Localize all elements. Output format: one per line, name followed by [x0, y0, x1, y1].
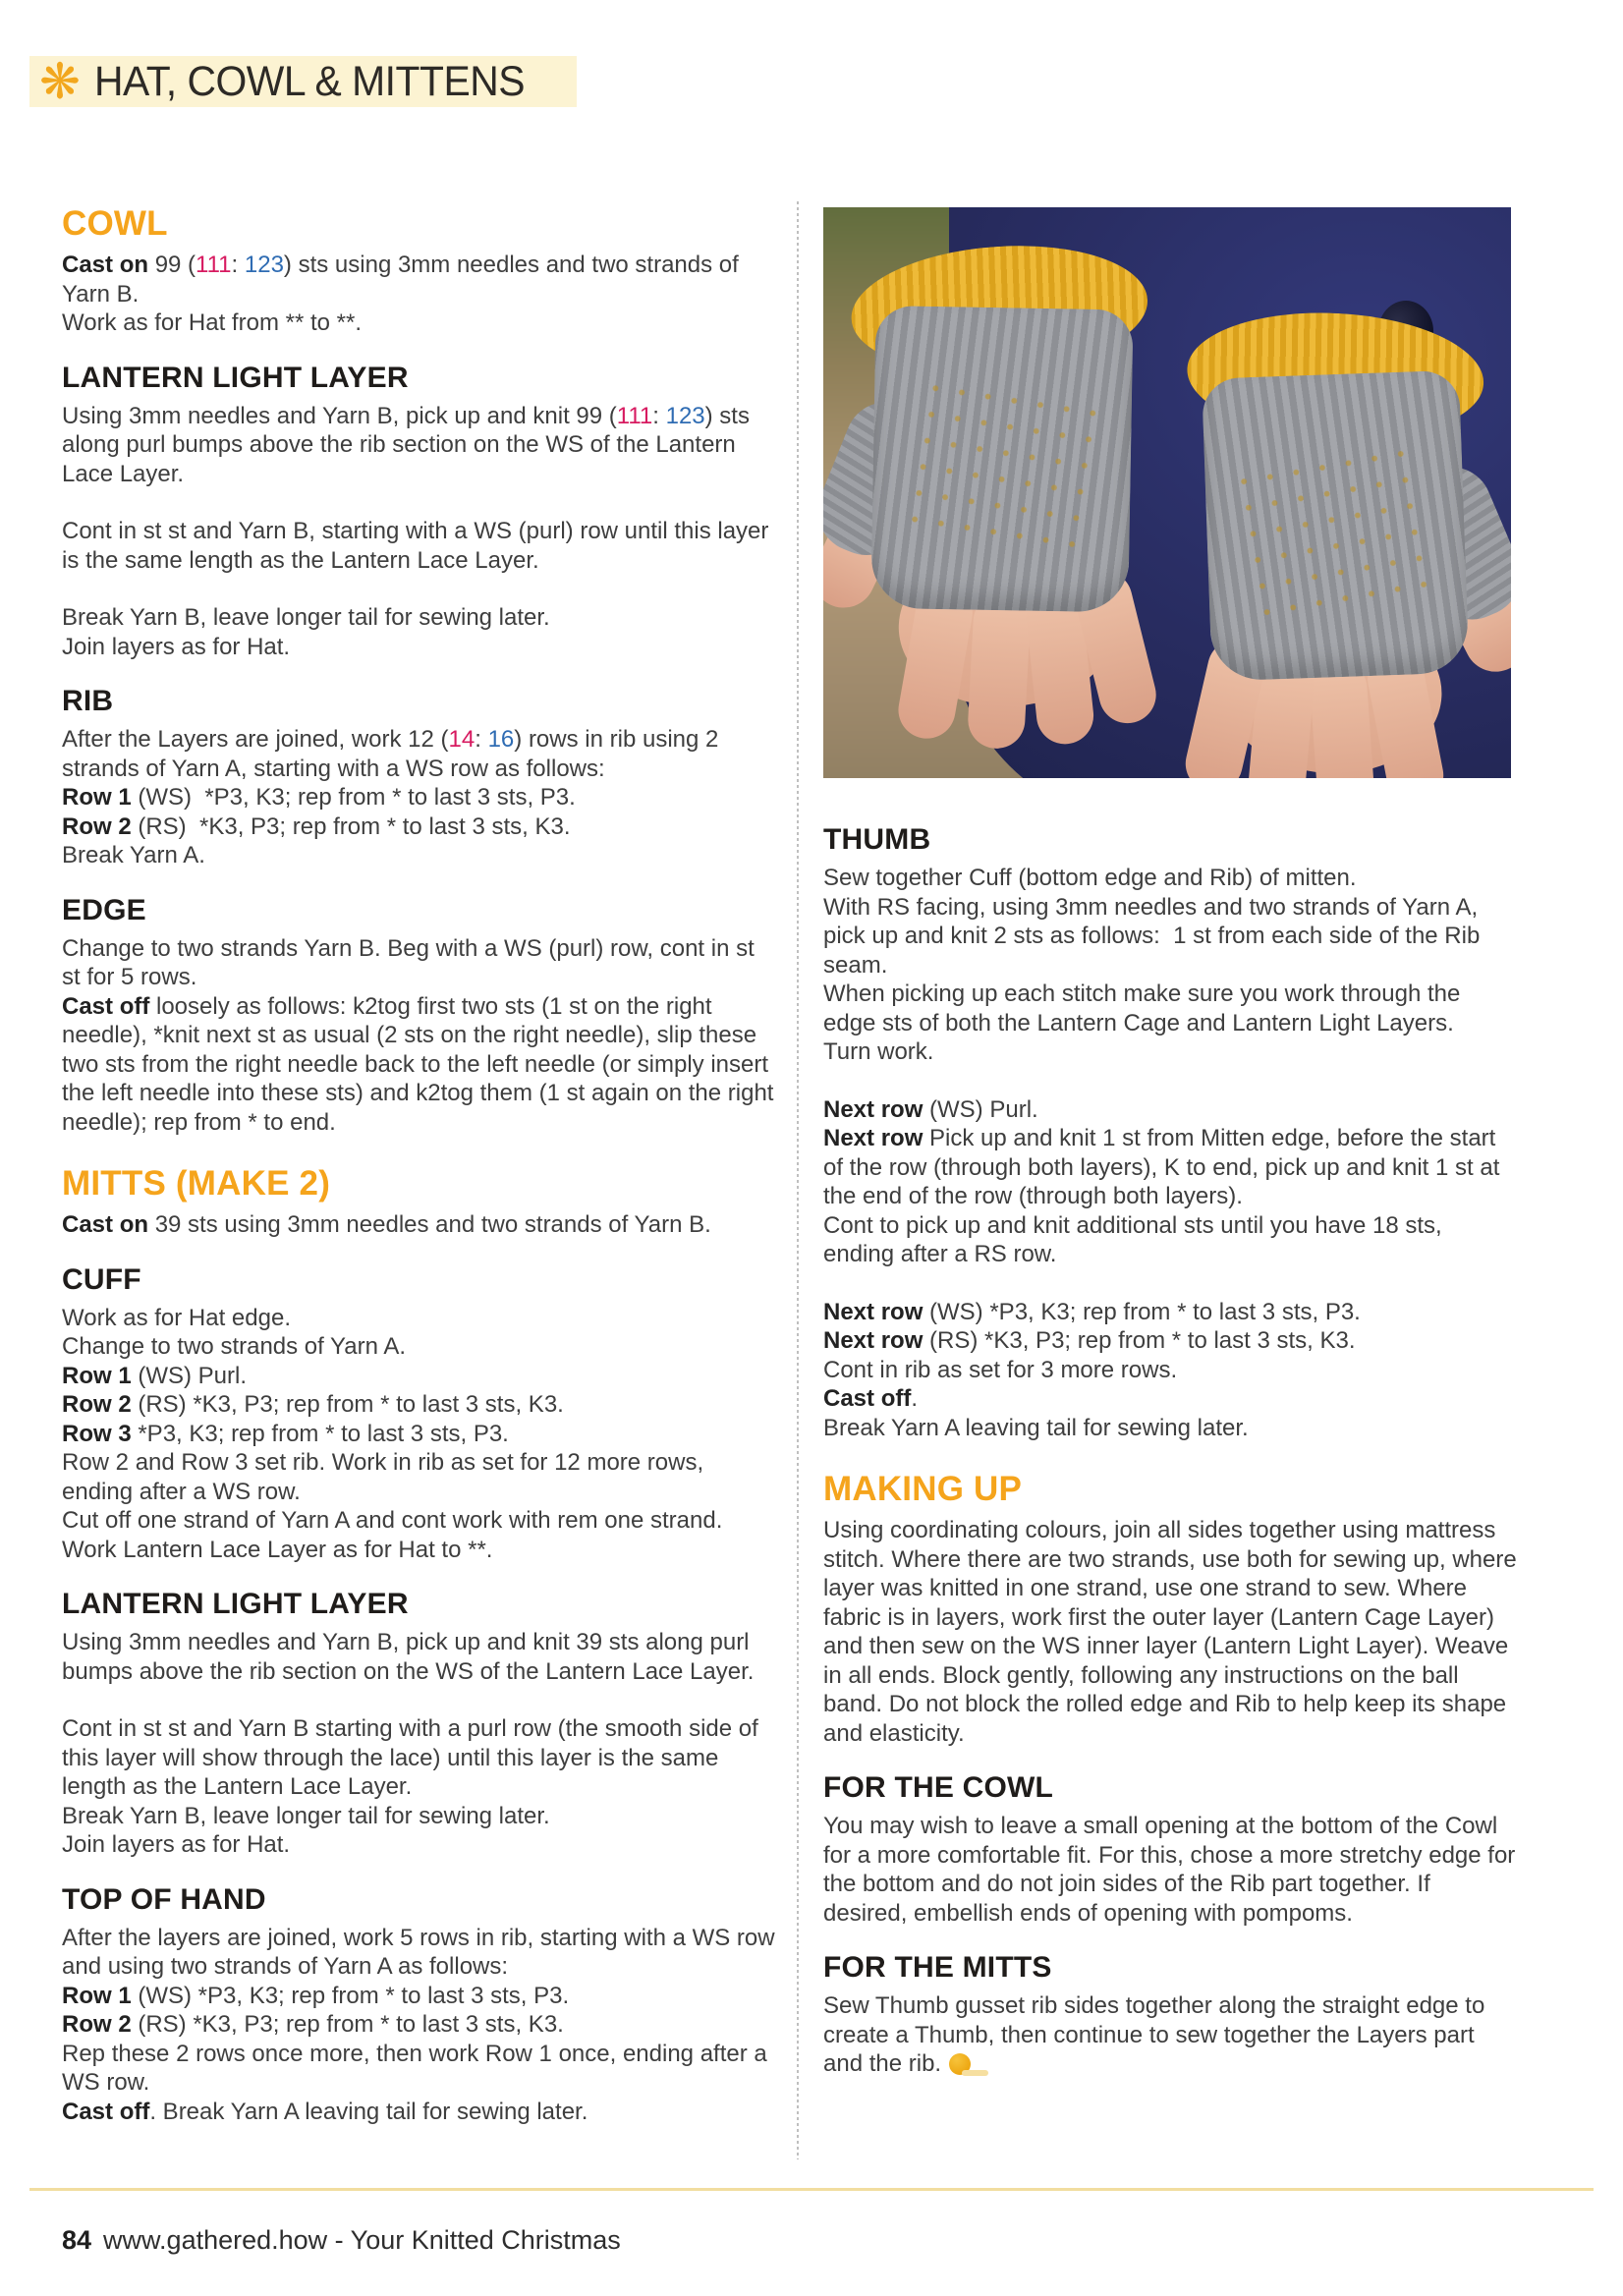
- text-run: *P3, K3; rep from * to last 3 sts, P3.: [138, 1420, 509, 1447]
- text-run: 111: [616, 402, 653, 429]
- text-run: loosely as follows: k2tog first two sts (1 st on the right needle), *knit next st as usual (2 sts on the right needle), slip these two sts from the right needle back to the left needle (or simply insert the left needle into these sts) and k2tog them (1 st again on the right needle); rep from * to end.: [62, 992, 781, 1136]
- text-run: Rep these 2 rows once more, then work Row 1 once, ending after a WS row.: [62, 2040, 774, 2096]
- text-run: 16: [487, 726, 515, 753]
- column-divider: [797, 201, 799, 2159]
- text-run: Using coordinating colours, join all sides together using mattress stitch. Where there are two strands, use both for sewing up, where layer was knitted in one strand, use one strand to sew. Where fabric is in layers, work first the outer layer (Lantern Cage Layer) and then sew on the WS inner layer (Lantern Light Layer). Weave in all ends. Block gently, following any instructions on the ball band. Do not block the rolled edge and Rib to help keep its shape and elasticity.: [823, 1517, 1524, 1747]
- paragraph: [62, 841, 779, 870]
- text-run: ) sts along purl bumps above the rib section on the WS of the Lantern Lace Layer.: [62, 402, 756, 487]
- heading-for-the-mitts: FOR THE MITTS: [823, 1951, 1052, 1984]
- heading-top-of-hand: TOP OF HAND: [62, 1882, 266, 1916]
- paragraph: [62, 2098, 779, 2127]
- mitts-photo: [823, 207, 1511, 778]
- section-edge: [62, 894, 779, 1138]
- section-lantern-light-layer-1: [62, 362, 779, 662]
- paragraph: [62, 1714, 779, 1802]
- text-run: Cont in st st and Yarn B, starting with a WS (purl) row until this layer is the same length as the Lantern Lace Layer.: [62, 518, 776, 574]
- text-run: When picking up each stitch make sure you work through the edge sts of both the Lantern Cage and Lantern Light Layers.: [823, 980, 1468, 1036]
- text-run: (WS) *P3, K3; rep from * to last 3 sts, P3.: [138, 1982, 570, 2009]
- paragraph: [62, 934, 779, 992]
- heading-lantern-light-layer-1: LANTERN LIGHT LAYER: [62, 361, 409, 394]
- text-run: Row 1: [62, 1362, 139, 1389]
- heading-cowl: COWL: [62, 204, 168, 243]
- paragraph: [62, 812, 779, 842]
- text-run: Pick up and knit 1 st from Mitten edge, before the start of the row (through both layers), K to end, pick up and knit 1 st at the end of the row (through both layers).: [823, 1125, 1507, 1209]
- text-run: Row 3: [62, 1420, 139, 1447]
- paragraph: [823, 1991, 1517, 2079]
- section-mitts-make-2: [62, 1164, 779, 1240]
- text-run: After the Layers are joined, work 12 (: [62, 726, 449, 753]
- text-run: Turn work.: [823, 1038, 934, 1065]
- paragraph: [823, 864, 1517, 893]
- paragraph: [62, 1924, 782, 1982]
- paragraph: [62, 1802, 779, 1831]
- text-run: Break Yarn B, leave longer tail for sewing later.: [62, 604, 550, 631]
- text-run: Change to two strands of Yarn A.: [62, 1333, 406, 1360]
- page-header-band: [29, 56, 577, 107]
- paragraph: [62, 1390, 779, 1420]
- left-column-sections: [62, 204, 782, 2126]
- text-run: Row 2 and Row 3 set rib. Work in rib as set for 12 more rows, ending after a WS row.: [62, 1449, 710, 1505]
- text-run: Break Yarn B, leave longer tail for sewing later.: [62, 1802, 550, 1829]
- section-for-the-cowl: [823, 1771, 1522, 1928]
- section-top-of-hand: [62, 1882, 782, 2127]
- paragraph: [62, 1420, 779, 1449]
- flower-asterisk-icon: [39, 57, 81, 106]
- text-run: Row 2: [62, 812, 139, 840]
- text-run: (WS) *P3, K3; rep from * to last 3 sts, P3.: [929, 1298, 1361, 1325]
- text-run: Work as for Hat edge.: [62, 1304, 291, 1331]
- text-run: Cast on: [62, 1211, 155, 1238]
- text-run: Join layers as for Hat.: [62, 633, 291, 660]
- text-run: Cast on: [62, 252, 155, 278]
- text-run: (RS) *K3, P3; rep from * to last 3 sts, K3.: [929, 1327, 1356, 1354]
- section-making-up: [823, 1470, 1524, 1748]
- paragraph: [823, 1356, 1517, 1385]
- heading-edge: EDGE: [62, 893, 146, 926]
- heading-making-up: MAKING UP: [823, 1470, 1023, 1508]
- paragraph: [62, 1628, 779, 1686]
- photo-left-mitt: [823, 236, 1191, 768]
- paragraph: [62, 992, 779, 1138]
- yarn-ball-icon: [949, 2053, 971, 2075]
- paragraph: [62, 725, 779, 783]
- text-run: :: [652, 402, 666, 429]
- text-run: (RS) *K3, P3; rep from * to last 3 sts, K3.: [138, 812, 571, 840]
- text-run: 123: [665, 402, 705, 429]
- paragraph: [62, 517, 779, 575]
- text-run: Join layers as for Hat.: [62, 1831, 291, 1858]
- photo-finger: [967, 591, 1032, 750]
- text-run: Cont in rib as set for 3 more rows.: [823, 1356, 1178, 1383]
- section-for-the-mitts: [823, 1951, 1517, 2079]
- text-run: (RS) *K3, P3; rep from * to last 3 sts, K3.: [138, 2011, 564, 2038]
- paragraph: [62, 783, 779, 812]
- text-run: After the layers are joined, work 5 rows in rib, starting with a WS row and using two strands of Yarn A as follows:: [62, 1924, 782, 1980]
- text-run: Next row: [823, 1125, 930, 1151]
- paragraph: [62, 1362, 779, 1391]
- text-run: :: [231, 252, 245, 278]
- text-run: Work Lantern Lace Layer as for Hat to **.: [62, 1536, 493, 1563]
- right-column-sections: [823, 823, 1524, 2079]
- page-title: HAT, COWL & MITTENS: [93, 57, 525, 105]
- text-run: . Break Yarn A leaving tail for sewing later.: [149, 2098, 588, 2125]
- photo-grey-mitt: [1202, 370, 1470, 682]
- text-run: Work as for Hat from ** to **.: [62, 309, 362, 336]
- paragraph: [823, 1384, 1517, 1414]
- paragraph: [62, 2010, 779, 2040]
- text-run: Using 3mm needles and Yarn B, pick up and knit 99 (: [62, 402, 617, 429]
- text-run: 111: [196, 252, 232, 278]
- paragraph: [62, 1506, 779, 1536]
- paragraph: [62, 1210, 779, 1240]
- footer-site-text: www.gathered.how - Your Knitted Christmas: [103, 2225, 621, 2255]
- text-run: Next row: [823, 1327, 930, 1354]
- text-run: Next row: [823, 1298, 930, 1325]
- paragraph: [823, 893, 1517, 980]
- text-run: With RS facing, using 3mm needles and two strands of Yarn A, pick up and knit 2 sts as follows: 1 st from each side of the Rib seam.: [823, 893, 1486, 979]
- section-cowl: [62, 204, 779, 338]
- left-column: [62, 204, 782, 2126]
- paragraph: [62, 1536, 779, 1565]
- section-rib: [62, 685, 779, 870]
- text-run: (RS) *K3, P3; rep from * to last 3 sts, K3.: [138, 1391, 564, 1418]
- text-run: (WS) Purl.: [138, 1362, 248, 1389]
- footer: [62, 2225, 621, 2256]
- text-run: Change to two strands Yarn B. Beg with a WS (purl) row, cont in st st for 5 rows.: [62, 934, 761, 990]
- footer-rule: [29, 2188, 1594, 2191]
- paragraph: [62, 402, 779, 489]
- text-run: Cont to pick up and knit additional sts until you have 18 sts, ending after a RS row.: [823, 1211, 1449, 1267]
- text-run: ) sts using 3mm needles and two strands of Yarn B.: [62, 252, 746, 308]
- paragraph: [62, 1448, 779, 1506]
- text-run: Break Yarn A.: [62, 842, 205, 868]
- text-run: Sew together Cuff (bottom edge and Rib) of mitten.: [823, 865, 1357, 891]
- text-run: Cast off: [62, 2098, 150, 2125]
- heading-cuff: CUFF: [62, 1262, 141, 1296]
- text-run: 39 sts using 3mm needles and two strands of Yarn B.: [154, 1211, 711, 1238]
- paragraph: [62, 1332, 779, 1362]
- section-cuff: [62, 1263, 779, 1565]
- paragraph: [62, 251, 779, 308]
- text-run: Sew Thumb gusset rib sides together along the straight edge to create a Thumb, then continue to sew together the Layers part and the rib.: [823, 1992, 1491, 2077]
- text-run: 14: [448, 726, 476, 753]
- paragraph: [62, 633, 779, 662]
- paragraph: [62, 603, 779, 633]
- page-number: 84: [62, 2225, 92, 2255]
- paragraph: [62, 1830, 779, 1860]
- paragraph: [823, 1326, 1517, 1356]
- text-run: (WS) *P3, K3; rep from * to last 3 sts, P3.: [138, 784, 576, 811]
- text-run: Row 1: [62, 784, 139, 811]
- paragraph: [62, 1982, 779, 2011]
- text-run: Row 2: [62, 2011, 139, 2038]
- paragraph: [823, 1095, 1517, 1125]
- text-run: Using 3mm needles and Yarn B, pick up and knit 39 sts along purl bumps above the rib section on the WS of the Lantern Lace Layer.: [62, 1629, 756, 1685]
- paragraph: [62, 1304, 779, 1333]
- paragraph: [823, 1211, 1517, 1269]
- text-run: ) rows in rib using 2 strands of Yarn A, starting with a WS row as follows:: [62, 726, 726, 782]
- text-run: Cut off one strand of Yarn A and cont work with rem one strand.: [62, 1507, 723, 1534]
- text-run: (WS) Purl.: [929, 1095, 1038, 1123]
- text-run: Cont in st st and Yarn B starting with a purl row (the smooth side of this layer will show through the lace) until this layer is the same length as the Lantern Lace Layer.: [62, 1715, 765, 1800]
- text-run: Cast off: [823, 1385, 912, 1412]
- text-run: 99 (: [154, 252, 196, 278]
- text-run: Break Yarn A leaving tail for sewing later.: [823, 1414, 1249, 1441]
- paragraph: [823, 980, 1517, 1037]
- paragraph: [823, 1414, 1517, 1443]
- heading-mitts-make-2: MITTS (MAKE 2): [62, 1164, 331, 1203]
- text-run: .: [911, 1385, 919, 1412]
- text-run: Row 1: [62, 1982, 139, 2009]
- photo-grey-mitt: [870, 306, 1133, 613]
- paragraph: [62, 308, 779, 338]
- right-column: [823, 207, 1524, 2079]
- text-run: :: [475, 726, 488, 753]
- paragraph: [823, 1812, 1522, 1928]
- heading-for-the-cowl: FOR THE COWL: [823, 1771, 1054, 1804]
- text-run: Row 2: [62, 1391, 139, 1418]
- photo-right-mitt: [1152, 305, 1511, 778]
- text-run: You may wish to leave a small opening at the bottom of the Cowl for a more comfortable fit. For this, chose a more stretchy edge for the bottom and do not join sides of the Rib part together. If desired, embellish ends of opening with pompoms.: [823, 1813, 1522, 1927]
- paragraph: [823, 1516, 1524, 1748]
- paragraph: [823, 1298, 1517, 1327]
- heading-lantern-light-layer-2: LANTERN LIGHT LAYER: [62, 1588, 409, 1620]
- heading-thumb: THUMB: [823, 823, 931, 856]
- text-run: 123: [244, 252, 284, 278]
- heading-rib: RIB: [62, 685, 114, 717]
- paragraph: [823, 1124, 1517, 1211]
- section-thumb: [823, 823, 1517, 1442]
- paragraph: [823, 1037, 1517, 1067]
- section-lantern-light-layer-2: [62, 1588, 779, 1860]
- text-run: Next row: [823, 1095, 930, 1123]
- paragraph: [62, 2040, 779, 2098]
- text-run: Cast off: [62, 992, 156, 1020]
